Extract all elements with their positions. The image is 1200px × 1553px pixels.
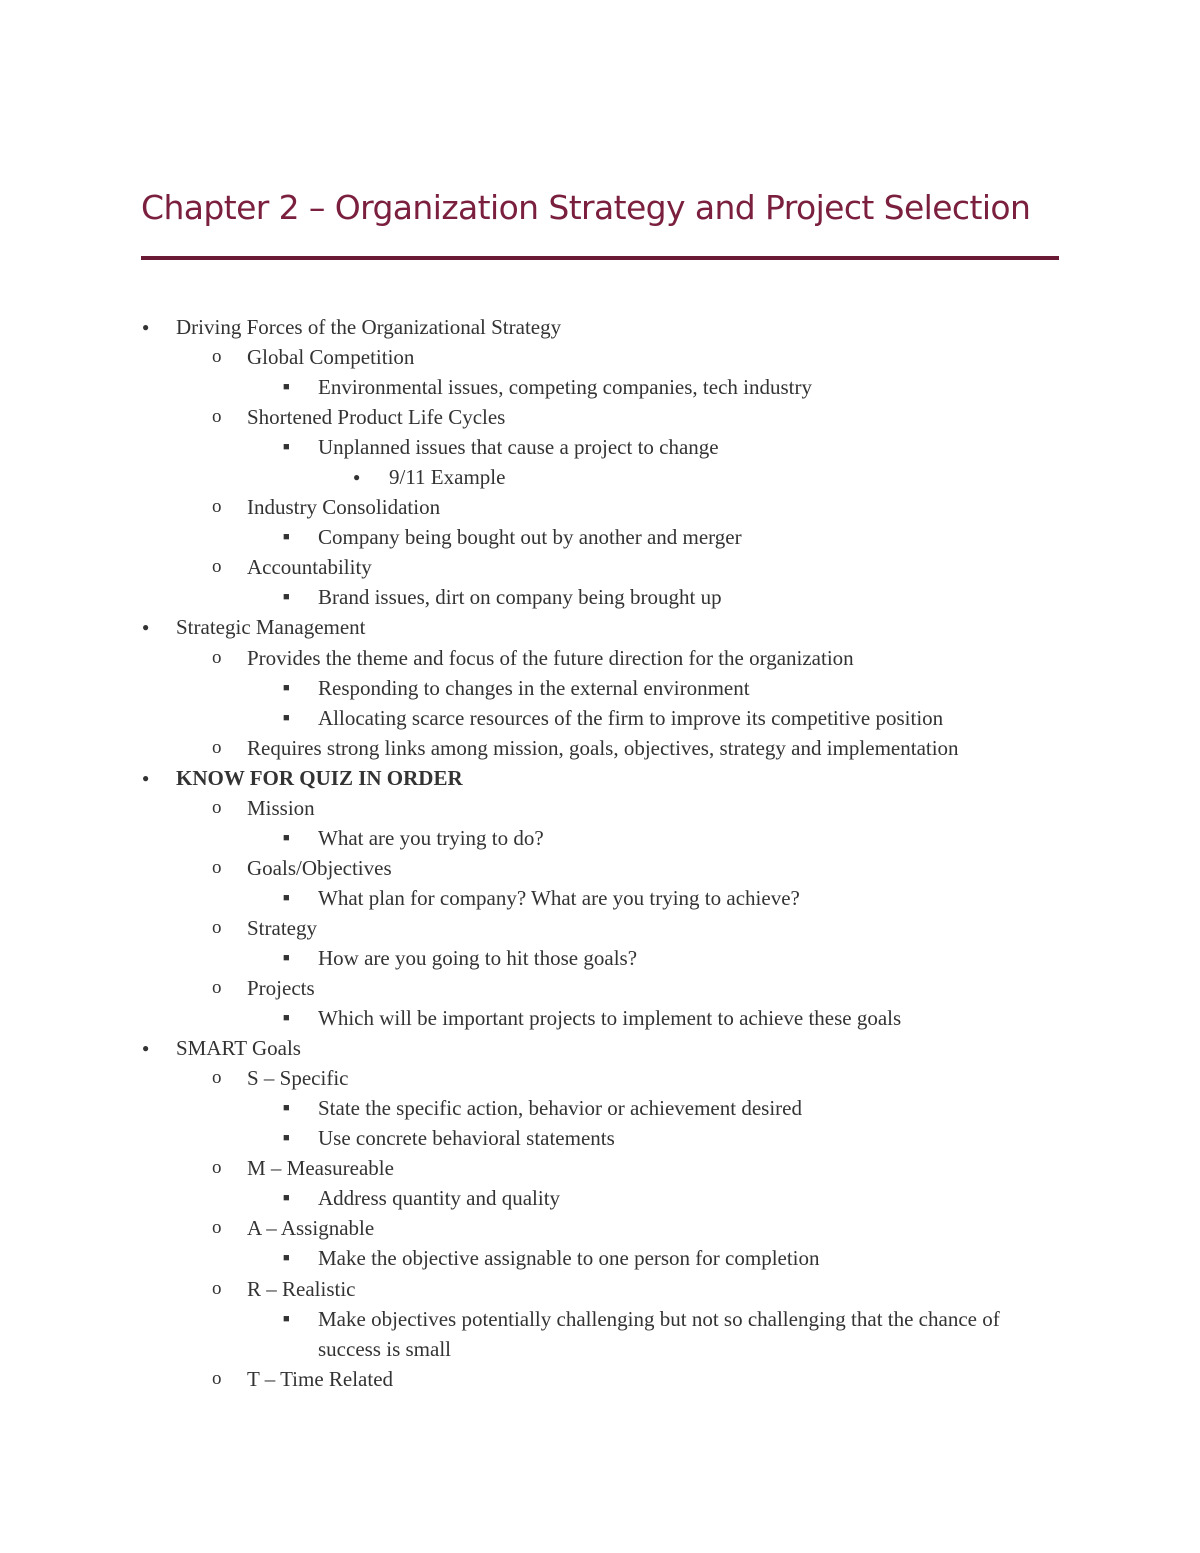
outline-item-text: T – Time Related xyxy=(247,1366,394,1391)
square-bullet-icon: ■ xyxy=(283,1252,290,1265)
outline-item-level-1 xyxy=(0,763,1200,793)
outline-item-text: Company being bought out by another and merger xyxy=(318,525,742,550)
outline-item-text: Accountability xyxy=(247,555,372,580)
square-bullet-icon: ■ xyxy=(283,1102,290,1115)
outline-item-level-3 xyxy=(0,432,1200,462)
outline-item-text: Use concrete behavioral statements xyxy=(318,1126,615,1151)
outline-item-text: Industry Consolidation xyxy=(247,495,441,520)
square-bullet-icon: ■ xyxy=(283,1192,290,1205)
outline-item-level-2 xyxy=(0,913,1200,943)
outline-list xyxy=(0,312,1200,1394)
outline-item-text: Allocating scarce resources of the firm to improve its competitive position xyxy=(318,705,944,730)
outline-item-text: Projects xyxy=(247,976,315,1001)
outline-item-level-2 xyxy=(0,793,1200,823)
outline-item-level-2 xyxy=(0,1063,1200,1093)
outline-item-text: Make objectives potentially challenging but not so challenging that the chance of success is small xyxy=(318,1306,1000,1361)
square-bullet-icon: ■ xyxy=(283,1132,290,1145)
outline-item-level-3 xyxy=(0,883,1200,913)
outline-item-text: KNOW FOR QUIZ IN ORDER xyxy=(176,765,463,790)
outline-item-level-3 xyxy=(0,943,1200,973)
circle-bullet-icon: o xyxy=(212,916,222,938)
circle-bullet-icon: o xyxy=(212,736,222,758)
outline-item-text: How are you going to hit those goals? xyxy=(318,945,638,970)
outline-item-level-3 xyxy=(0,1304,1200,1364)
square-bullet-icon: ■ xyxy=(283,711,290,724)
square-bullet-icon: ■ xyxy=(283,381,290,394)
circle-bullet-icon: o xyxy=(212,796,222,818)
outline-item-level-2 xyxy=(0,643,1200,673)
outline-item-text: Unplanned issues that cause a project to change xyxy=(318,435,719,460)
title-divider xyxy=(141,256,1059,260)
outline-item-level-2 xyxy=(0,342,1200,372)
square-bullet-icon: ■ xyxy=(283,1312,290,1325)
square-bullet-icon: ■ xyxy=(283,831,290,844)
outline-item-text: Strategic Management xyxy=(176,615,366,640)
outline-item-level-3 xyxy=(0,522,1200,552)
outline-item-level-2 xyxy=(0,1274,1200,1304)
outline-item-level-2 xyxy=(0,973,1200,1003)
outline-item-level-3 xyxy=(0,1183,1200,1213)
outline-item-level-2 xyxy=(0,1213,1200,1243)
circle-bullet-icon: o xyxy=(212,646,222,668)
outline-item-level-2 xyxy=(0,492,1200,522)
circle-bullet-icon: o xyxy=(212,1367,222,1389)
outline-item-text: What plan for company? What are you trying to achieve? xyxy=(318,885,800,910)
outline-item-text: What are you trying to do? xyxy=(318,825,544,850)
outline-item-text: Mission xyxy=(247,795,315,820)
outline-item-level-2 xyxy=(0,1153,1200,1183)
outline-item-level-3 xyxy=(0,582,1200,612)
outline-item-text: Environmental issues, competing companies, tech industry xyxy=(318,375,812,400)
square-bullet-icon: ■ xyxy=(283,531,290,544)
outline-item-text: State the specific action, behavior or achievement desired xyxy=(318,1096,802,1121)
outline-item-text: Which will be important projects to implement to achieve these goals xyxy=(318,1006,902,1031)
outline-item-text: Provides the theme and focus of the future direction for the organization xyxy=(247,645,854,670)
bullet-icon: ● xyxy=(353,470,361,485)
bullet-icon: ● xyxy=(142,1041,150,1056)
circle-bullet-icon: o xyxy=(212,496,222,518)
outline-item-text: Requires strong links among mission, goals, objectives, strategy and implementation xyxy=(247,735,959,760)
outline-item-text: Strategy xyxy=(247,915,317,940)
square-bullet-icon: ■ xyxy=(283,591,290,604)
outline-item-text: Brand issues, dirt on company being brought up xyxy=(318,585,722,610)
outline-item-text: M – Measureable xyxy=(247,1156,394,1181)
outline-item-level-4 xyxy=(0,462,1200,492)
outline-item-text: Driving Forces of the Organizational Strategy xyxy=(176,315,562,339)
square-bullet-icon: ■ xyxy=(283,441,290,454)
outline-item-level-2 xyxy=(0,552,1200,582)
square-bullet-icon: ■ xyxy=(283,681,290,694)
circle-bullet-icon: o xyxy=(212,556,222,578)
outline-item-text: R – Realistic xyxy=(247,1276,356,1301)
bullet-icon: ● xyxy=(142,320,150,334)
outline-item-level-3 xyxy=(0,673,1200,703)
outline-item-text: A – Assignable xyxy=(247,1216,375,1241)
bullet-icon: ● xyxy=(142,770,150,785)
bullet-icon: ● xyxy=(142,620,150,635)
outline-item-text: Address quantity and quality xyxy=(318,1186,561,1211)
outline-item-level-3 xyxy=(0,1093,1200,1123)
outline-item-level-1 xyxy=(0,1033,1200,1063)
outline-item-level-3 xyxy=(0,823,1200,853)
outline-item-text: Global Competition xyxy=(247,345,415,370)
outline-item-level-2 xyxy=(0,402,1200,432)
square-bullet-icon: ■ xyxy=(283,1012,290,1025)
page-title: Chapter 2 – Organization Strategy and Project Selection xyxy=(141,188,1031,227)
circle-bullet-icon: o xyxy=(212,346,222,368)
circle-bullet-icon: o xyxy=(212,1067,222,1089)
outline-item-text: S – Specific xyxy=(247,1066,349,1091)
outline-item-text: Shortened Product Life Cycles xyxy=(247,405,506,430)
square-bullet-icon: ■ xyxy=(283,951,290,964)
circle-bullet-icon: o xyxy=(212,856,222,878)
outline-item-text: Responding to changes in the external environment xyxy=(318,675,750,700)
outline-item-level-2 xyxy=(0,733,1200,763)
square-bullet-icon: ■ xyxy=(283,891,290,904)
outline-item-level-2 xyxy=(0,853,1200,883)
outline-item-level-1 xyxy=(0,312,1200,342)
outline-item-level-1 xyxy=(0,612,1200,642)
circle-bullet-icon: o xyxy=(212,406,222,428)
outline-item-text: Make the objective assignable to one person for completion xyxy=(318,1246,820,1271)
outline-item-text: 9/11 Example xyxy=(389,465,506,490)
circle-bullet-icon: o xyxy=(212,977,222,999)
circle-bullet-icon: o xyxy=(212,1277,222,1299)
outline-item-text: SMART Goals xyxy=(176,1036,301,1061)
outline-item-level-3 xyxy=(0,1123,1200,1153)
circle-bullet-icon: o xyxy=(212,1157,222,1179)
outline-item-level-2 xyxy=(0,1364,1200,1394)
outline-item-level-3 xyxy=(0,703,1200,733)
outline-item-level-3 xyxy=(0,372,1200,402)
outline-item-level-3 xyxy=(0,1243,1200,1273)
outline-item-text: Goals/Objectives xyxy=(247,855,392,880)
outline-item-level-3 xyxy=(0,1003,1200,1033)
circle-bullet-icon: o xyxy=(212,1217,222,1239)
